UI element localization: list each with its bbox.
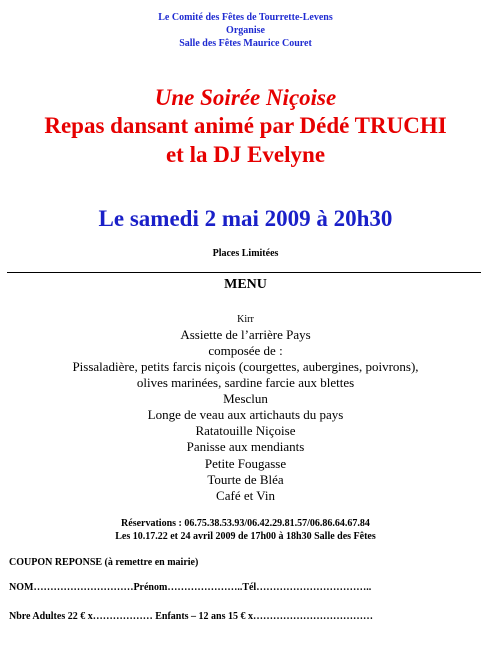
- menu-item: composée de :: [208, 343, 283, 358]
- coupon-count-line: Nbre Adultes 22 € x……………… Enfants – 12 ans 15 € x………………………………: [9, 611, 374, 622]
- menu-item: Kirr: [237, 314, 254, 325]
- organizer-verb: Organise: [226, 25, 265, 36]
- menu-item: Panisse aux mendiants: [186, 439, 305, 454]
- reservation-schedule: Les 10.17.22 et 24 avril 2009 de 17h00 à 18h30 Salle des Fêtes: [115, 531, 376, 542]
- event-subtitle-dj: et la DJ Evelyne: [165, 142, 326, 167]
- menu-title: MENU: [224, 277, 267, 292]
- menu-item: Longe de veau aux artichauts du pays: [147, 407, 344, 422]
- places-notice: Places Limitées: [212, 248, 279, 259]
- menu-item: Mesclun: [223, 391, 268, 406]
- event-title: Une Soirée Niçoise: [154, 85, 337, 110]
- menu-item: Café et Vin: [216, 488, 275, 503]
- coupon-name-line: NOM…………………………Prénom…………………..Tél……………………………..: [9, 582, 372, 593]
- menu-item: olives marinées, sardine farcie aux blettes: [136, 375, 355, 390]
- coupon-title: COUPON REPONSE (à remettre en mairie): [9, 557, 199, 568]
- event-date: Le samedi 2 mai 2009 à 20h30: [98, 206, 393, 231]
- reservation-phones: Réservations : 06.75.38.53.93/06.42.29.81.57/06.86.64.67.84: [121, 518, 370, 529]
- divider-line: [7, 272, 481, 273]
- menu-item: Petite Fougasse: [204, 456, 287, 471]
- menu-item: Assiette de l’arrière Pays: [180, 327, 311, 342]
- event-subtitle: Repas dansant animé par Dédé TRUCHI: [44, 113, 447, 138]
- organizer-name: Le Comité des Fêtes de Tourrette-Levens: [158, 12, 333, 23]
- menu-item: Tourte de Bléa: [207, 472, 284, 487]
- venue-name: Salle des Fêtes Maurice Couret: [179, 38, 312, 49]
- menu-item: Ratatouille Niçoise: [195, 423, 296, 438]
- menu-item: Pissaladière, petits farcis niçois (courgettes, aubergines, poivrons),: [72, 359, 419, 374]
